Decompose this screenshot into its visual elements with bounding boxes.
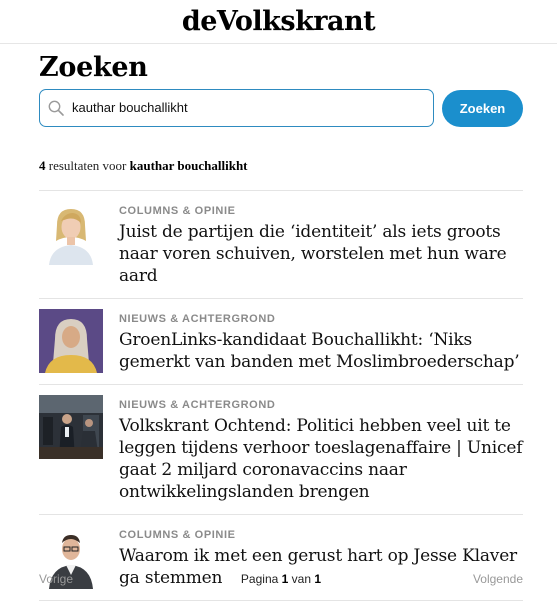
result-thumbnail[interactable] <box>39 395 103 459</box>
results-list <box>39 190 523 601</box>
results-text: resultaten voor <box>48 158 127 173</box>
result-thumbnail[interactable] <box>39 309 103 373</box>
result-thumbnail[interactable] <box>39 201 103 265</box>
result-item[interactable] <box>39 385 523 515</box>
page-title: Zoeken <box>39 52 148 83</box>
next-page-link[interactable]: Volgende <box>472 572 523 586</box>
result-headline[interactable]: Waarom ik met een gerust hart op Jesse Klaver ga stemmen <box>119 546 517 588</box>
result-headline[interactable]: Juist de partijen die ‘identiteit’ als iets groots naar voren schuiven, worstelen met hun ware aard <box>119 222 507 286</box>
result-category[interactable]: COLUMNS & OPINIE <box>119 529 236 541</box>
result-item[interactable] <box>39 515 523 601</box>
page-indicator <box>39 572 523 586</box>
results-query: kauthar bouchallikht <box>129 158 248 173</box>
results-summary <box>39 158 248 174</box>
volkskrant-logo[interactable]: deVolkskrant <box>181 6 376 37</box>
result-item[interactable] <box>39 191 523 299</box>
search-icon <box>47 99 65 117</box>
previous-page-link[interactable]: Vorige <box>39 572 74 586</box>
result-category[interactable]: NIEUWS & ACHTERGROND <box>119 313 276 325</box>
page-label: Pagina <box>240 572 279 586</box>
site-header <box>0 0 557 44</box>
result-category[interactable]: COLUMNS & OPINIE <box>119 205 236 217</box>
search-box[interactable] <box>39 89 434 127</box>
result-category[interactable]: NIEUWS & ACHTERGROND <box>119 399 276 411</box>
result-item[interactable] <box>39 299 523 385</box>
total-pages: 1 <box>314 572 322 586</box>
of-label: van <box>291 572 312 586</box>
search-button[interactable]: Zoeken <box>442 90 523 127</box>
pagination <box>39 572 523 588</box>
results-count: 4 <box>39 158 46 173</box>
search-input[interactable] <box>72 91 422 124</box>
result-headline[interactable]: Volkskrant Ochtend: Politici hebben veel uit te leggen tijdens verhoor toeslagenaffaire | Unicef gaat 2 miljard coronavaccins naar ontwikkelingslanden brengen <box>119 416 523 502</box>
current-page: 1 <box>281 572 289 586</box>
result-headline[interactable]: GroenLinks-kandidaat Bouchallikht: ‘Niks gemerkt van banden met Moslimbroederschap’ <box>119 330 520 372</box>
